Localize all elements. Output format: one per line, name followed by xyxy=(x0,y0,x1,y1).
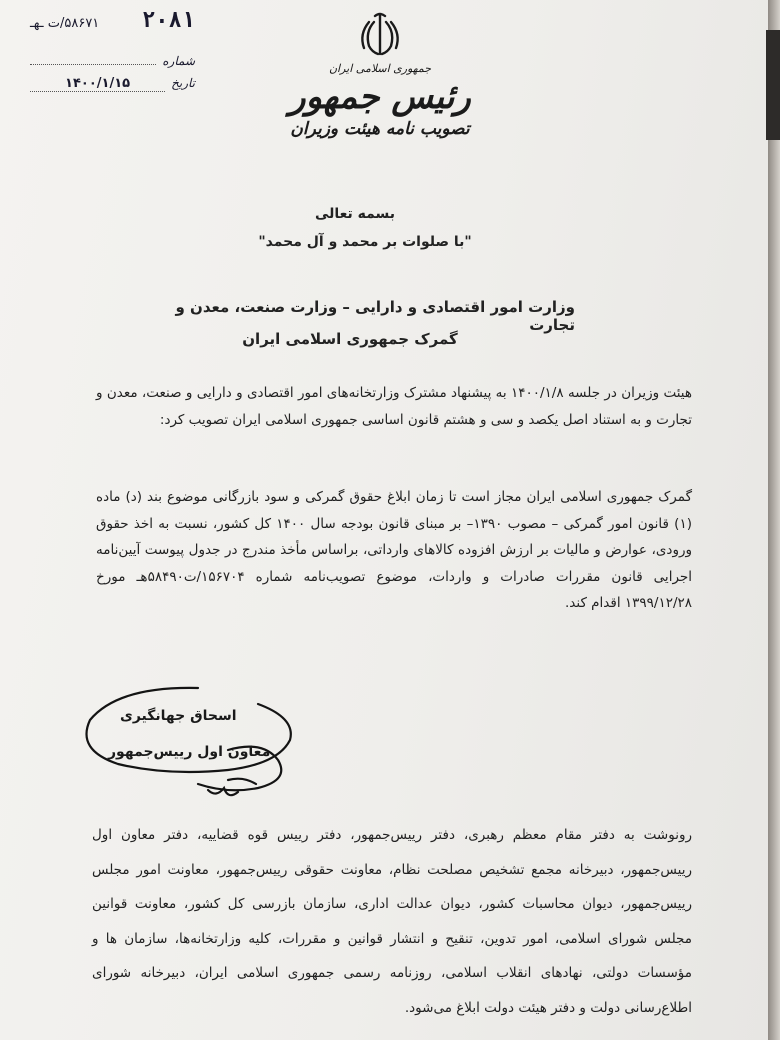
body-paragraph-1: هیئت وزیران در جلسه ۱۴۰۰/۱/۸ به پیشنهاد مشترک وزارتخانه‌های امور اقتصادی و دارایی و صنعت، معدن و تجارت و به استناد اصل یکصد و سی و هشتم قانون اساسی جمهوری اسلامی ایران تصویب کرد: xyxy=(96,385,692,428)
addressee-customs: گمرک جمهوری اسلامی ایران xyxy=(242,330,458,348)
reference-number: ۲۰۸۱ xyxy=(142,8,195,33)
letterhead xyxy=(270,62,490,139)
addressee-ministries: وزارت امور اقتصادی و دارایی – وزارت صنعت، معدن و تجارت xyxy=(175,298,575,334)
number-label: شماره xyxy=(162,54,195,68)
reference-code: ۵۸۶۷۱/ت ـهـ xyxy=(30,16,100,31)
republic-title: جمهوری اسلامی ایران xyxy=(328,62,432,75)
date-label: تاریخ xyxy=(171,76,195,90)
cc-distribution-list: رونوشت به دفتر مقام معظم رهبری، دفتر رییس‌جمهور، دفتر رییس قوه قضاییه، دفتر معاون اول رییس‌جمهور، دبیرخانه مجمع تشخیص مصلحت نظام، معاونت حقوقی رییس‌جمهور، معاونت امور مجلس رییس‌جمهور، دیوان محاسبات کشور، دیوان عدالت اداری، سازمان بازرسی کل کشور، معاونت قوانین مجلس شورای اسلامی، امور تدوین، تنقیح و انتشار قوانین و مقررات، کلیه وزارتخانه‌ها، سازمان ها و مؤسسات دولتی، نهادهای انقلاب اسلامی، روزنامه رسمی جمهوری اسلامی ایران، دبیرخانه شورای اطلاع‌رسانی دولت و دفتر هیئت دولت ابلاغ می‌شود. xyxy=(92,827,692,1016)
cabinet-title: تصویب نامه هیئت وزیران xyxy=(290,119,470,139)
signer-name: اسحاق جهانگیری xyxy=(120,708,237,724)
signer-title: معاون اول رییس‌جمهور xyxy=(108,744,271,760)
salawat: "با صلوات بر محمد و آل محمد" xyxy=(258,234,472,250)
document-reference xyxy=(30,8,195,92)
body-paragraph-2: گمرک جمهوری اسلامی ایران مجاز است تا زمان ابلاغ حقوق گمرکی و سود بازرگانی موضوع بند (د) ماده (۱) قانون امور گمرکی – مصوب ۱۳۹۰– بر مبنای قانون بودجه سال ۱۴۰۰ کل کشور، نسبت به اخذ حقوق ورودی، عوارض و مالیات بر ارزش افزوده کالاهای وارداتی، براساس مأخذ مندرج در جدول پیوست آیین‌نامه اجرایی قانون مقررات صادرات و واردات، موضوع تصویب‌نامه شماره ۱۵۶۷۰۴/ت۵۸۴۹۰هـ مورخ ۱۳۹۹/۱۲/۲۸ اقدام کند. xyxy=(96,489,692,611)
page-edge xyxy=(768,0,780,1040)
bismillah: بسمه تعالی xyxy=(314,206,396,222)
number-row xyxy=(30,52,195,68)
date-value: ۱۴۰۰/۱/۱۵ xyxy=(30,76,165,92)
iran-emblem-icon xyxy=(355,10,405,60)
president-title: رئیس جمهور xyxy=(289,77,471,117)
date-row xyxy=(30,76,195,92)
background-object xyxy=(766,30,780,140)
number-blank xyxy=(30,52,156,65)
